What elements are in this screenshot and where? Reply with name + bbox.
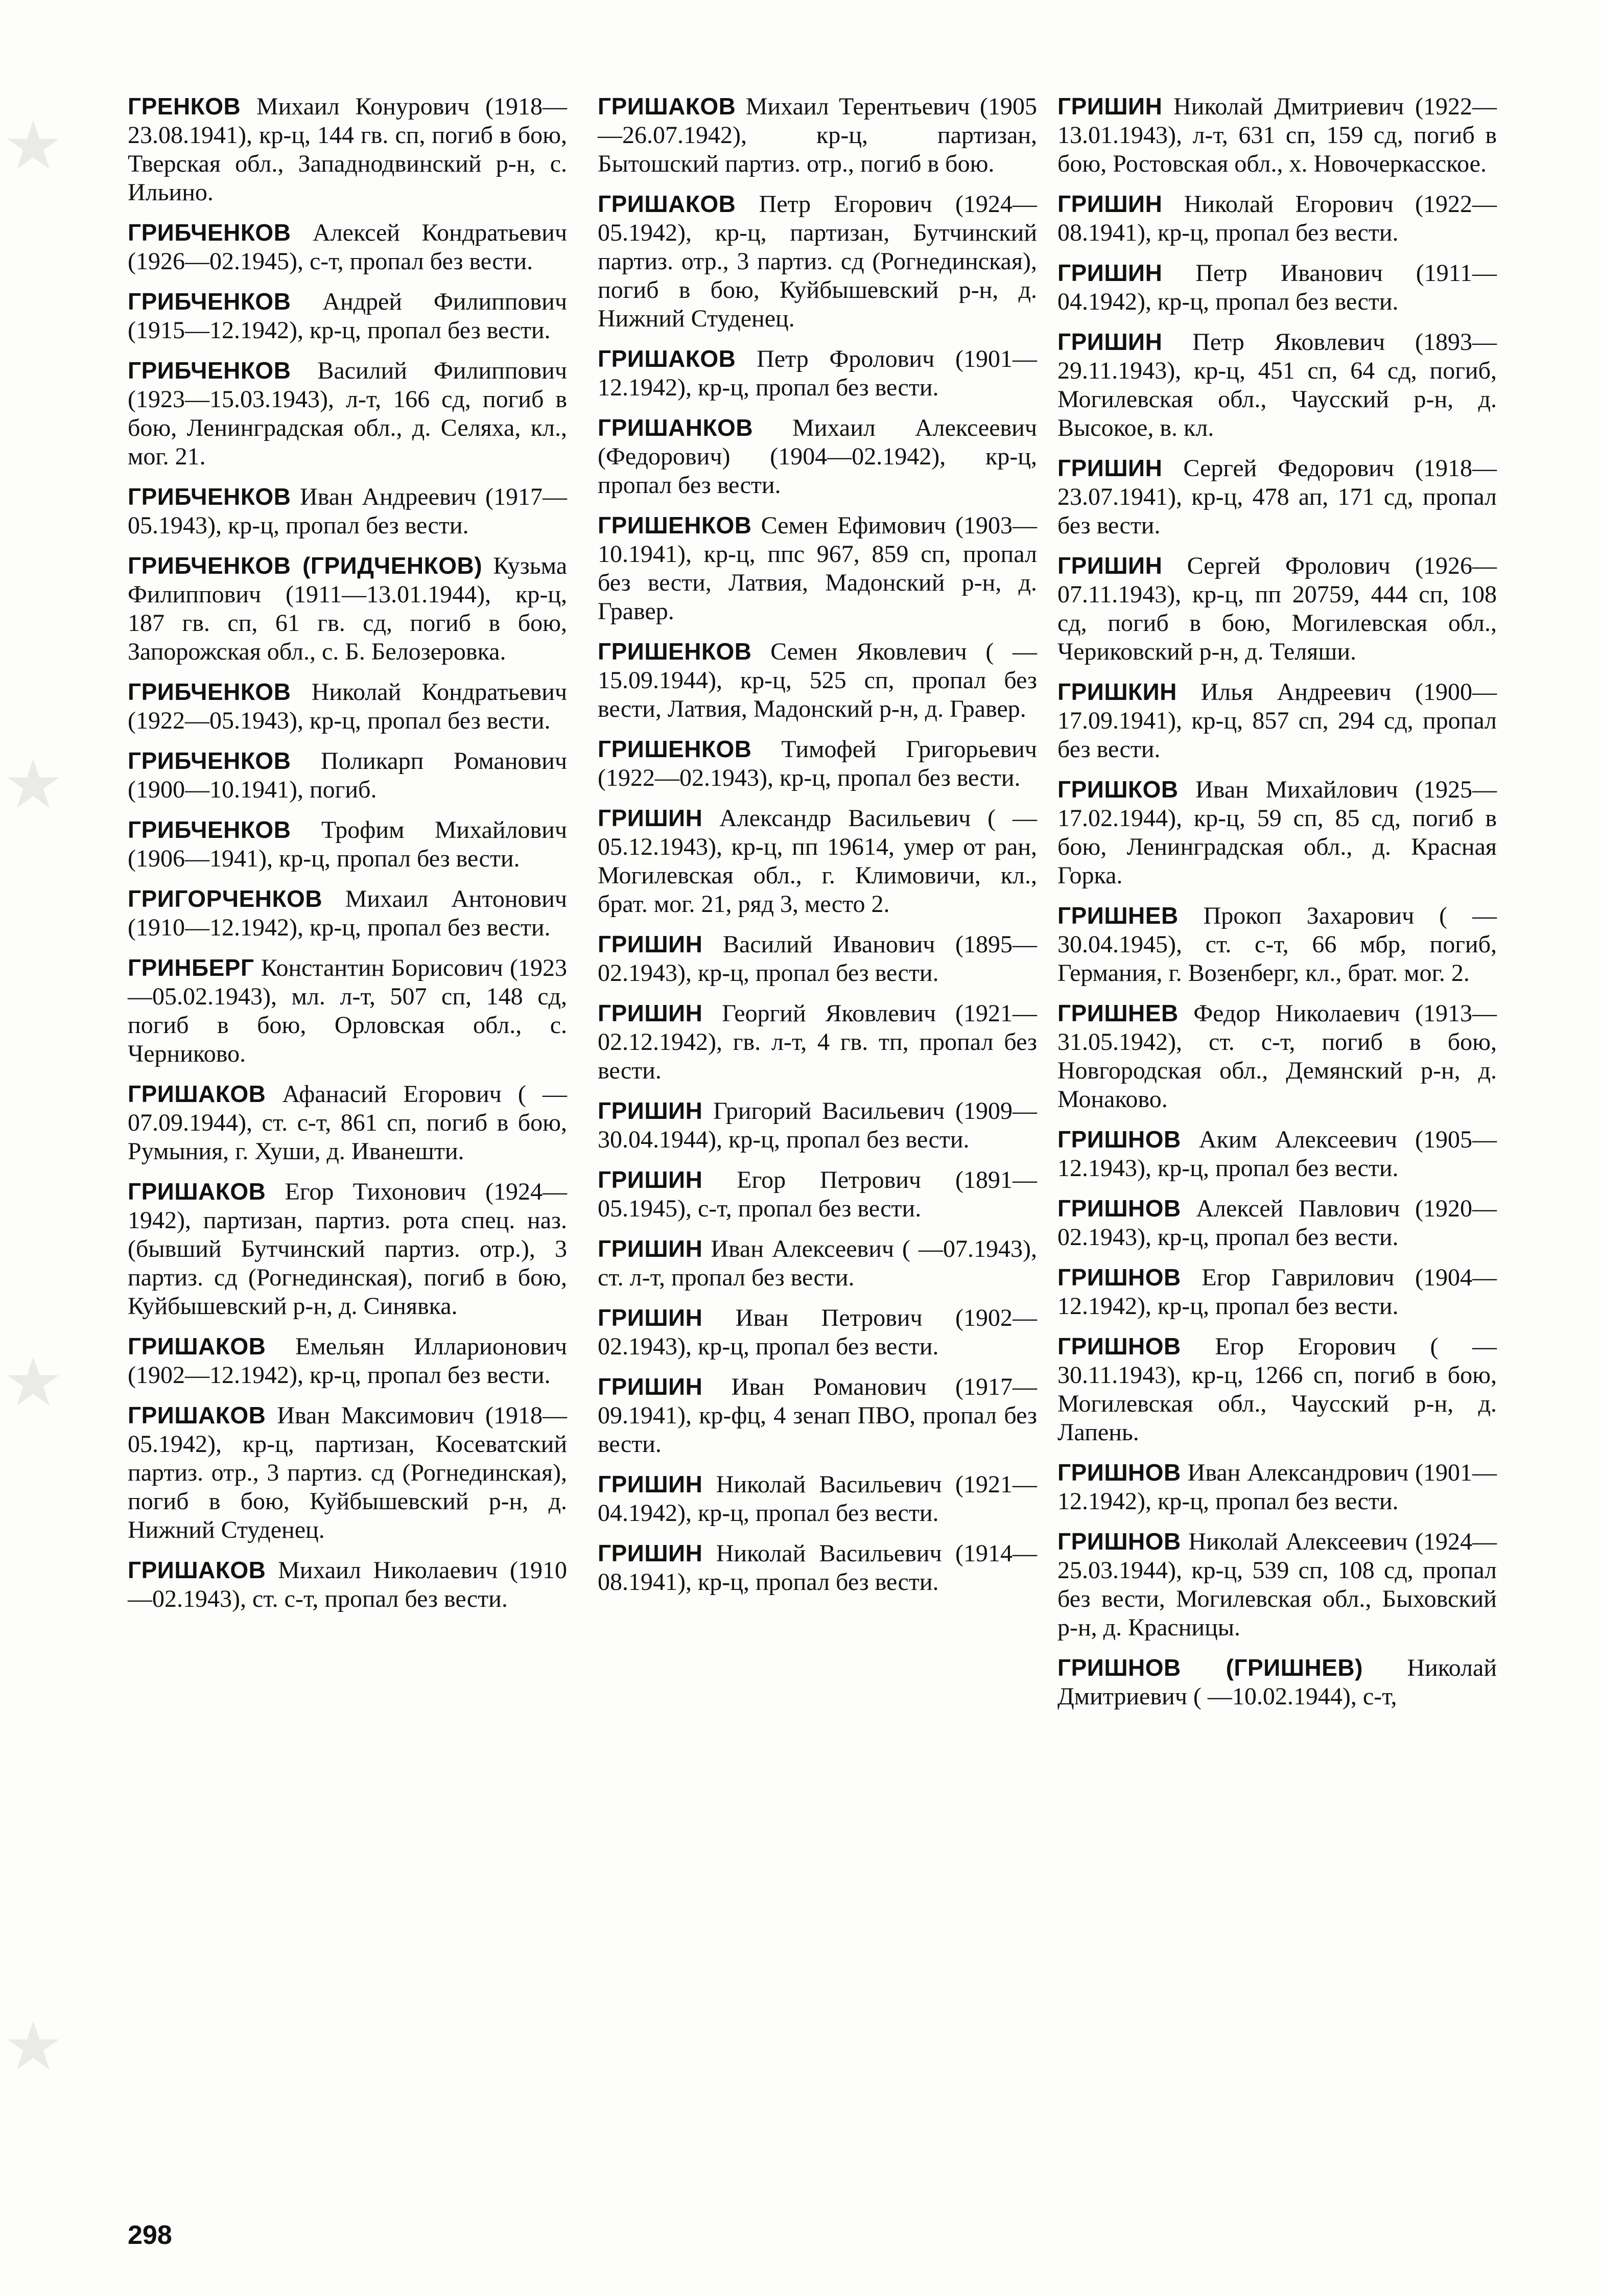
entry-details: Илья Андреевич (1900—17.09.1941), кр-ц, 857 сп, 294 сд, пропал без вести. (1057, 678, 1497, 763)
entry-details: Иван Александрович (1901—12.1942), кр-ц, пропал без вести. (1057, 1459, 1497, 1515)
register-entry (128, 884, 567, 942)
entry-surname: ГРИБЧЕНКОВ (128, 483, 291, 510)
register-entry (598, 413, 1037, 500)
entry-details: Иван Петрович (1902—02.1943), кр-ц, пропал без вести. (598, 1304, 1037, 1360)
entry-surname: ГРИШАКОВ (598, 93, 736, 120)
register-entry (128, 815, 567, 873)
register-entry (1057, 1125, 1497, 1183)
register-entry (1057, 551, 1497, 666)
entry-details: Петр Яковлевич (1893—29.11.1943), кр-ц, 451 сп, 64 сд, погиб, Могилевская обл., Чаусский р-н, д. Высокое, в. кл. (1057, 329, 1497, 441)
entry-surname: ГРИШИН (1057, 329, 1163, 355)
entry-details: Николай Васильевич (1914—08.1941), кр-ц, пропал без вести. (598, 1540, 1038, 1596)
entry-surname: ГРИБЧЕНКОВ (128, 816, 291, 843)
register-entry (128, 287, 567, 345)
entry-details: Константин Борисович (1923—05.02.1943), мл. л-т, 507 сп, 148 сд, погиб в бою, Орловская обл., с. Черниково. (128, 954, 567, 1067)
register-entry (1057, 259, 1497, 316)
register-entry (1057, 1458, 1497, 1516)
entry-surname: ГРИШИН (1057, 552, 1163, 579)
entry-surname: ГРИШАКОВ (128, 1557, 266, 1583)
register-entry (598, 804, 1037, 919)
column-3 (1057, 92, 1497, 1722)
entry-details: Алексей Павлович (1920—02.1943), кр-ц, пропал без вести. (1057, 1195, 1497, 1251)
entry-details: Алексей Кондратьевич (1926—02.1945), с-т, пропал без вести. (128, 219, 568, 275)
entry-details: Поликарп Романович (1900—10.1941), погиб. (128, 747, 567, 803)
entry-surname: ГРИБЧЕНКОВ (128, 747, 291, 774)
entry-details: Егор Тихонович (1924—1942), партизан, партиз. рота спец. наз. (бывший Бутчинский партиз. отр.), 3 партиз. сд (Рогнединская), погиб в бою, Куйбышевский р-н, д. Синявка. (128, 1178, 567, 1320)
entry-surname: ГРИШИН (598, 1471, 703, 1497)
register-entry (1057, 454, 1497, 540)
entry-surname: ГРИШНОВ (ГРИШНЕВ) (1057, 1654, 1363, 1681)
entry-details: Михаил Алексеевич (Федорович) (1904—02.1942), кр-ц, пропал без вести. (598, 414, 1037, 499)
entry-details: Егор Гаврилович (1904—12.1942), кр-ц, пропал без вести. (1057, 1264, 1497, 1320)
star-watermark-icon (5, 118, 61, 174)
entry-surname: ГРИШИН (598, 931, 703, 957)
entry-surname: ГРИШНЕВ (1057, 1000, 1179, 1026)
register-entry (1057, 1527, 1497, 1642)
entry-surname: ГРИШИН (598, 805, 703, 831)
register-entry (128, 1332, 567, 1390)
register-entry (598, 735, 1037, 792)
column-1 (128, 92, 567, 1625)
register-entry (128, 1177, 567, 1321)
register-entry (598, 92, 1037, 178)
register-entry (128, 92, 567, 207)
entry-details: Петр Егорович (1924—05.1942), кр-ц, партизан, Бутчинский партиз. отр., 3 партиз. сд (Рогнединская), погиб в бою, Куйбышевский р-н, д. Нижний Студенец. (598, 191, 1037, 332)
register-entry (128, 1401, 567, 1544)
register-entry (1057, 677, 1497, 764)
entry-details: Семен Ефимович (1903—10.1941), кр-ц, ппс 967, 859 сп, пропал без вести, Латвия, Мадонский р-н, д. Гравер. (598, 512, 1037, 625)
register-entry (598, 1303, 1037, 1361)
entry-surname: ГРИШКИН (1057, 678, 1177, 705)
star-watermark-icon (5, 2018, 61, 2074)
column-2 (598, 92, 1037, 1608)
register-entry (128, 482, 567, 540)
entry-surname: ГРИБЧЕНКОВ (ГРИДЧЕНКОВ) (128, 552, 483, 579)
entry-surname: ГРИШИН (1057, 455, 1163, 481)
register-entry (598, 999, 1037, 1085)
entry-details: Николай Васильевич (1921—04.1942), кр-ц, пропал без вести. (598, 1471, 1038, 1527)
entry-surname: ГРИШАКОВ (128, 1081, 266, 1107)
register-entry (598, 1096, 1037, 1154)
entry-surname: ГРИШНОВ (1057, 1126, 1181, 1153)
register-entry (1057, 327, 1497, 442)
register-entry (598, 1539, 1037, 1597)
star-watermark-icon (5, 1354, 61, 1410)
register-entry (128, 746, 567, 804)
entry-surname: ГРИБЧЕНКОВ (128, 357, 291, 384)
register-entry (598, 1234, 1037, 1292)
register-entry (128, 551, 567, 666)
register-entry (1057, 999, 1497, 1114)
entry-surname: ГРИБЧЕНКОВ (128, 678, 291, 705)
register-entry (1057, 1653, 1497, 1711)
register-entry (1057, 775, 1497, 890)
entry-surname: ГРИШКОВ (1057, 776, 1179, 803)
entry-details: Прокоп Захарович ( —30.04.1945), ст. с-т, 66 мбр, погиб, Германия, г. Возенберг, кл., брат. мог. 2. (1057, 902, 1497, 987)
entry-details: Кузьма Филиппович (1911—13.01.1944), кр-ц, 187 гв. сп, 61 гв. сд, погиб в бою, Запорожская обл., с. Б. Белозеровка. (128, 552, 567, 665)
entry-details: Николай Егорович (1922—08.1941), кр-ц, пропал без вести. (1057, 191, 1497, 246)
entry-surname: ГРИШАКОВ (128, 1333, 266, 1360)
register-entry (128, 1080, 567, 1166)
register-entry (1057, 901, 1497, 988)
entry-details: Николай Дмитриевич ( —10.02.1944), с-т, (1057, 1654, 1497, 1710)
entry-details: Николай Дмитриевич (1922—13.01.1943), л-т, 631 сп, 159 сд, погиб в бою, Ростовская обл., х. Новочеркасское. (1057, 93, 1497, 177)
register-entry (128, 953, 567, 1068)
entry-details: Михаил Конурович (1918—23.08.1941), кр-ц, 144 гв. сп, погиб в бою, Тверская обл., Западнодвинский р-н, с. Ильино. (128, 93, 568, 206)
register-entry (1057, 1332, 1497, 1447)
entry-details: Семен Яковлевич ( —15.09.1944), кр-ц, 525 сп, пропал без вести, Латвия, Мадонский р-н, д. Гравер. (598, 638, 1038, 722)
entry-surname: ГРИШИН (598, 1235, 703, 1262)
entry-details: Михаил Антонович (1910—12.1942), кр-ц, пропал без вести. (128, 885, 567, 941)
entry-details: Тимофей Григорьевич (1922—02.1943), кр-ц, пропал без вести. (598, 736, 1037, 791)
entry-details: Андрей Филиппович (1915—12.1942), кр-ц, пропал без вести. (128, 288, 567, 344)
entry-surname: ГРИШИН (1057, 260, 1163, 286)
entry-details: Сергей Фролович (1926—07.11.1943), кр-ц, пп 20759, 444 сп, 108 сд, погиб в бою, Могилевская обл., Чериковский р-н, д. Теляши. (1057, 552, 1497, 665)
entry-surname: ГРИШИН (598, 1304, 703, 1331)
register-entry (598, 1470, 1037, 1528)
entry-details: Аким Алексеевич (1905—12.1943), кр-ц, пропал без вести. (1057, 1126, 1497, 1182)
entry-surname: ГРИШЕНКОВ (598, 512, 752, 538)
entry-surname: ГРИШИН (598, 1097, 703, 1124)
entry-surname: ГРИШАКОВ (128, 1178, 266, 1205)
register-entry (598, 1372, 1037, 1459)
entry-details: Федор Николаевич (1913—31.05.1942), ст. с-т, погиб в бою, Новгородская обл., Демянский р-н, д. Монаково. (1057, 1000, 1497, 1113)
entry-surname: ГРИШНОВ (1057, 1459, 1181, 1486)
entry-surname: ГРИШНЕВ (1057, 902, 1179, 929)
entry-details: Георгий Яковлевич (1921—02.12.1942), гв. л-т, 4 гв. тп, пропал без вести. (598, 1000, 1038, 1084)
entry-details: Емельян Илларионович (1902—12.1942), кр-ц, пропал без вести. (128, 1333, 567, 1389)
entry-surname: ГРИГОРЧЕНКОВ (128, 885, 323, 912)
entry-details: Михаил Терентьевич (1905—26.07.1942), кр-ц, партизан, Бытошский партиз. отр., погиб в бою. (598, 93, 1037, 177)
entry-surname: ГРИБЧЕНКОВ (128, 219, 291, 246)
entry-details: Василий Иванович (1895—02.1943), кр-ц, пропал без вести. (598, 931, 1037, 987)
entry-details: Николай Кондратьевич (1922—05.1943), кр-ц, пропал без вести. (128, 678, 567, 734)
entry-surname: ГРЕНКОВ (128, 93, 241, 120)
entry-surname: ГРИШНОВ (1057, 1333, 1181, 1360)
register-entry (1057, 190, 1497, 247)
entry-details: Афанасий Егорович ( —07.09.1944), ст. с-т, 861 сп, погиб в бою, Румыния, г. Хуши, д. Иванешти. (128, 1081, 568, 1165)
entry-surname: ГРИШИН (598, 1166, 703, 1193)
entry-surname: ГРИБЧЕНКОВ (128, 288, 291, 315)
register-entry (1057, 1263, 1497, 1321)
star-watermark-icon (5, 756, 61, 812)
entry-surname: ГРИШНОВ (1057, 1195, 1181, 1222)
entry-surname: ГРИШЕНКОВ (598, 638, 752, 665)
entry-surname: ГРИШИН (1057, 191, 1163, 217)
entry-details: Егор Егорович ( —30.11.1943), кр-ц, 1266 сп, погиб в бою, Могилевская обл., Чаусский р-н, д. Лапень. (1057, 1333, 1497, 1446)
entry-details: Иван Романович (1917—09.1941), кр-фц, 4 зенап ПВО, пропал без вести. (598, 1373, 1037, 1458)
entry-surname: ГРИШИН (598, 1000, 703, 1026)
entry-details: Егор Петрович (1891—05.1945), с-т, пропал без вести. (598, 1166, 1037, 1222)
entry-details: Михаил Николаевич (1910—02.1943), ст. с-т, пропал без вести. (128, 1557, 567, 1612)
entry-surname: ГРИШНОВ (1057, 1528, 1181, 1555)
entry-surname: ГРИШАНКОВ (598, 414, 754, 441)
entry-details: Николай Алексеевич (1924—25.03.1944), кр-ц, 539 сп, 108 сд, пропал без вести, Могилевская обл., Быховский р-н, д. Красницы. (1057, 1528, 1497, 1641)
entry-surname: ГРИШЕНКОВ (598, 736, 752, 762)
register-entry (128, 677, 567, 735)
register-entry (598, 1165, 1037, 1223)
entry-surname: ГРИШНОВ (1057, 1264, 1181, 1291)
register-entry (598, 190, 1037, 333)
register-entry (598, 930, 1037, 988)
entry-details: Иван Андреевич (1917—05.1943), кр-ц, пропал без вести. (128, 483, 567, 539)
entry-surname: ГРИШИН (598, 1540, 703, 1566)
entry-surname: ГРИШАКОВ (598, 191, 736, 217)
register-entry (128, 218, 567, 276)
entry-details: Александр Васильевич ( —05.12.1943), кр-ц, пп 19614, умер от ран, Могилевская обл., г. Климовичи, кл., брат. мог. 21, ряд 3, место 2. (598, 805, 1037, 918)
register-entry (1057, 92, 1497, 178)
entry-details: Иван Максимович (1918—05.1942), кр-ц, партизан, Косеватский партиз. отр., 3 партиз. сд (Рогнединская), погиб в бою, Куйбышевский р-н, д. Нижний Студенец. (128, 1402, 568, 1543)
entry-details: Трофим Михайлович (1906—1941), кр-ц, пропал без вести. (128, 816, 568, 872)
entry-surname: ГРИШАКОВ (128, 1402, 266, 1428)
entry-details: Василий Филиппович (1923—15.03.1943), л-т, 166 сд, погиб в бою, Ленинградская обл., д. Селяха, кл., мог. 21. (128, 357, 567, 470)
entry-details: Петр Фролович (1901—12.1942), кр-ц, пропал без вести. (598, 345, 1038, 401)
entry-surname: ГРИШИН (598, 1373, 703, 1400)
register-entry (1057, 1194, 1497, 1252)
entry-details: Сергей Федорович (1918—23.07.1941), кр-ц, 478 ап, 171 сд, пропал без вести. (1057, 455, 1497, 539)
register-entry (598, 511, 1037, 626)
register-entry (598, 344, 1037, 402)
entry-details: Иван Алексеевич ( —07.1943), ст. л-т, пропал без вести. (598, 1235, 1037, 1291)
entry-details: Иван Михайлович (1925—17.02.1944), кр-ц, 59 сп, 85 сд, погиб в бою, Ленинградская обл., д. Красная Горка. (1057, 776, 1497, 889)
entry-details: Петр Иванович (1911—04.1942), кр-ц, пропал без вести. (1057, 260, 1497, 315)
entry-surname: ГРИНБЕРГ (128, 954, 254, 981)
register-entry (128, 1556, 567, 1613)
entry-surname: ГРИШАКОВ (598, 345, 736, 372)
register-entry (128, 356, 567, 471)
page-number: 298 (128, 2220, 172, 2250)
register-entry (598, 637, 1037, 723)
entry-details: Григорий Васильевич (1909—30.04.1944), кр-ц, пропал без вести. (598, 1097, 1038, 1153)
entry-surname: ГРИШИН (1057, 93, 1163, 120)
